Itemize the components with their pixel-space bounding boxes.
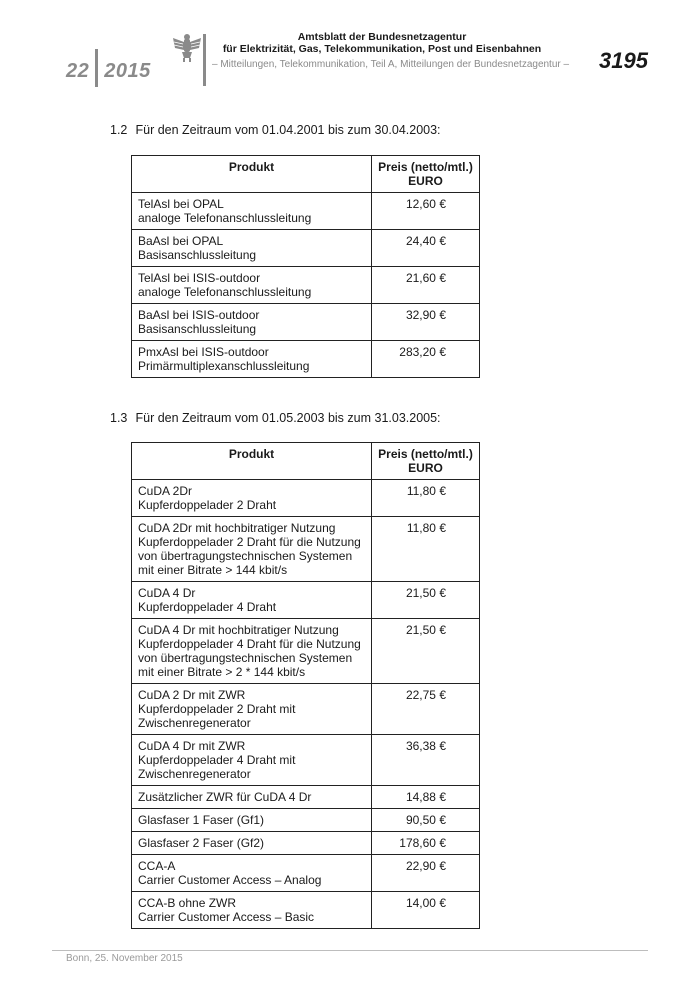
table-row [132,267,480,304]
price-cell: 21,50 € [372,619,480,684]
header-divider [203,34,206,86]
issue-number: 22 [66,60,90,82]
table-row [132,809,480,832]
table-header-row [132,156,480,193]
table-row [132,230,480,267]
price-cell: 36,38 € [372,735,480,786]
federal-eagle-icon [170,30,204,64]
section-title: Für den Zeitraum vom 01.04.2001 bis zum 30.04.2003: [135,123,441,137]
product-cell: CuDA 2 Dr mit ZWR Kupferdoppelader 2 Draht mit Zwischenregenerator [132,684,372,735]
table-row [132,341,480,378]
product-cell: Glasfaser 2 Faser (Gf2) [132,832,372,855]
page-number: 3195 [599,48,648,73]
price-cell: 283,20 € [372,341,480,378]
footer-place-date: Bonn, 25. November 2015 [66,953,183,964]
table-row [132,480,480,517]
column-header-price: Preis (netto/mtl.) EURO [372,443,480,480]
issue-divider [95,49,98,87]
issue-number-and-year [66,49,151,87]
price-table-1-2 [131,155,480,378]
price-cell: 24,40 € [372,230,480,267]
table-row [132,193,480,230]
section-number: 1.2 [110,123,128,137]
price-table-1-3 [131,442,480,929]
product-cell: CCA-A Carrier Customer Access – Analog [132,855,372,892]
price-cell: 11,80 € [372,480,480,517]
table-row [132,517,480,582]
product-cell: PmxAsl bei ISIS-outdoor Primärmultiplexanschlussleitung [132,341,372,378]
product-cell: BaAsl bei ISIS-outdoor Basisanschlussleitung [132,304,372,341]
table-row [132,832,480,855]
issue-year: 2015 [104,60,151,82]
product-cell: CuDA 4 Dr mit hochbitratiger Nutzung Kupferdoppelader 4 Draht für die Nutzung von übertragungstechnischen Systemen mit einer Bitrate > 2 * 144 kbit/s [132,619,372,684]
price-cell: 90,50 € [372,809,480,832]
table-row [132,735,480,786]
table-row [132,855,480,892]
table-header-row [132,443,480,480]
column-header-price: Preis (netto/mtl.) EURO [372,156,480,193]
section-heading-1-3 [110,411,441,425]
table-row [132,619,480,684]
product-cell: CuDA 4 Dr Kupferdoppelader 4 Draht [132,582,372,619]
product-cell: CuDA 2Dr mit hochbitratiger Nutzung Kupferdoppelader 2 Draht für die Nutzung von übertragungstechnischen Systemen mit einer Bitrate > 144 kbit/s [132,517,372,582]
price-cell: 22,90 € [372,855,480,892]
journal-section: – Mitteilungen, Telekommunikation, Teil A, Mitteilungen der Bundesnetzagentur – [212,59,570,70]
table-row [132,582,480,619]
price-cell: 21,60 € [372,267,480,304]
column-header-product: Produkt [132,443,372,480]
journal-subtitle: für Elektrizität, Gas, Telekommunikation, Post und Eisenbahnen [222,43,542,55]
section-number: 1.3 [110,411,128,425]
product-cell: Glasfaser 1 Faser (Gf1) [132,809,372,832]
journal-title: Amtsblatt der Bundesnetzagentur [297,31,467,43]
price-cell: 21,50 € [372,582,480,619]
table-row [132,304,480,341]
price-cell: 12,60 € [372,193,480,230]
product-cell: CuDA 2Dr Kupferdoppelader 2 Draht [132,480,372,517]
price-cell: 11,80 € [372,517,480,582]
table-row [132,786,480,809]
product-cell: TelAsl bei ISIS-outdoor analoge Telefonanschlussleitung [132,267,372,304]
product-cell: TelAsl bei OPAL analoge Telefonanschlussleitung [132,193,372,230]
price-cell: 14,88 € [372,786,480,809]
product-cell: CCA-B ohne ZWR Carrier Customer Access – Basic [132,892,372,929]
product-cell: BaAsl bei OPAL Basisanschlussleitung [132,230,372,267]
price-cell: 14,00 € [372,892,480,929]
price-cell: 178,60 € [372,832,480,855]
price-cell: 32,90 € [372,304,480,341]
price-cell: 22,75 € [372,684,480,735]
product-cell: CuDA 4 Dr mit ZWR Kupferdoppelader 4 Draht mit Zwischenregenerator [132,735,372,786]
table-row [132,892,480,929]
footer-divider [52,950,648,951]
product-cell: Zusätzlicher ZWR für CuDA 4 Dr [132,786,372,809]
table-row [132,684,480,735]
column-header-product: Produkt [132,156,372,193]
section-heading-1-2 [110,123,441,137]
section-title: Für den Zeitraum vom 01.05.2003 bis zum 31.03.2005: [135,411,441,425]
